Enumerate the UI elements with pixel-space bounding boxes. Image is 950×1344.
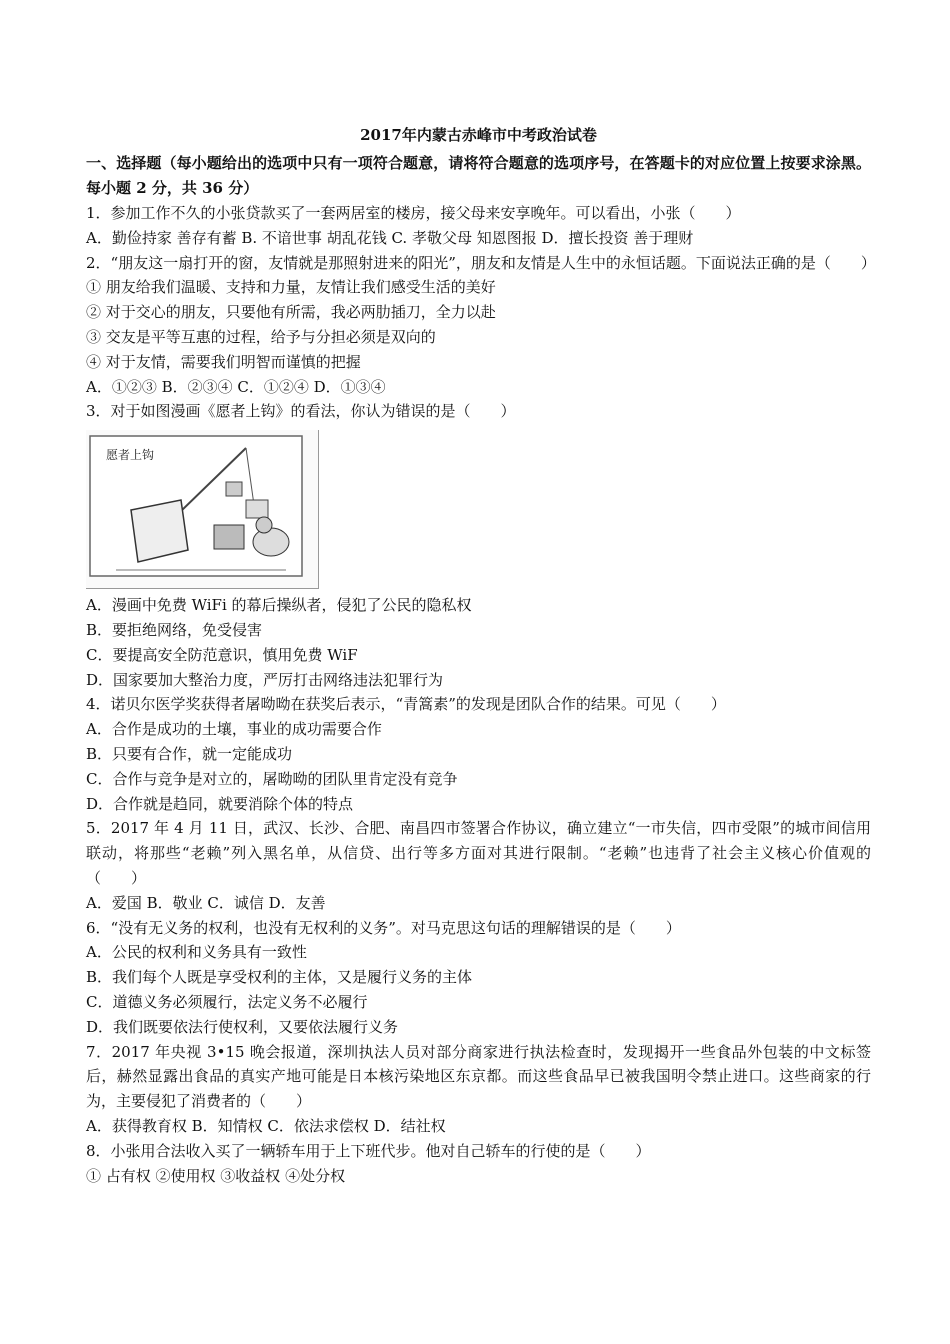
q2-stem: 2．“朋友这一扇打开的窗，友情就是那照射进来的阳光”，朋友和友情是人生中的永恒话题。下面说法正确的是（ ） (86, 253, 876, 272)
cartoon-title: 愿者上钩 (106, 448, 155, 463)
q6-option: D．我们既要依法行使权利，又要依法履行义务 (86, 1017, 399, 1036)
q1-stem: 1．参加工作不久的小张贷款买了一套两居室的楼房，接父母来安享晚年。可以看出，小张（ ） (86, 204, 741, 222)
q4-option: C．合作与竞争是对立的，屠呦呦的团队里肯定没有竞争 (86, 769, 458, 788)
section-heading: 一、选择题（每小题给出的选项中只有一项符合题意，请将符合题意的选项序号，在答题卡的对应位置上按要求涂黑。每小题 2 分，共 36 分） (86, 154, 871, 197)
q4-option: B．只要有合作，就一定能成功 (86, 744, 293, 763)
q2-item: ② 对于交心的朋友，只要他有所需，我必两肋插刀，全力以赴 (86, 303, 496, 322)
q2-item: ① 朋友给我们温暖、支持和力量，友情让我们感受生活的美好 (86, 278, 496, 297)
q7-options: A．获得教育权 B．知情权 C．依法求偿权 D．结社权 (86, 1116, 446, 1135)
q6-option: A．公民的权利和义务具有一致性 (86, 943, 307, 962)
q6-option: B．我们每个人既是享受权利的主体，又是履行义务的主体 (86, 968, 473, 987)
q2-item: ③ 交友是平等互惠的过程，给予与分担必须是双向的 (86, 327, 436, 346)
q5-stem: 5．2017 年 4 月 11 日，武汉、长沙、合肥、南昌四市签署合作协议，确立建立“一市失信，四市受限”的城市间信用联动，将那些“老赖”列入黑名单，从信贷、出行等多方面对其进行限制。“老赖”也违背了社会主义核心价值观的（ ） (86, 819, 871, 887)
page-title: 2017年内蒙古赤峰市中考政治试卷 (360, 126, 597, 144)
q5-options: A．爱国 B．敬业 C．诚信 D．友善 (86, 893, 326, 912)
q4-stem: 4．诺贝尔医学奖获得者屠呦呦在获奖后表示，“青篙素”的发现是团队合作的结果。可见（ ） (86, 695, 726, 714)
q1-options: A．勤俭持家 善存有蓄 B. 不谙世事 胡乱花钱 C. 孝敬父母 知恩图报 D．擅长投资 善于理财 (86, 228, 694, 247)
q6-option: C．道德义务必须履行，法定义务不必履行 (86, 992, 368, 1011)
q4-option: D．合作就是趋同，就要消除个体的特点 (86, 794, 354, 813)
q3-option: B．要拒绝网络，免受侵害 (86, 620, 263, 639)
q3-option: A．漫画中免费 WiFi 的幕后操纵者，侵犯了公民的隐私权 (86, 596, 472, 615)
q3-stem: 3．对于如图漫画《愿者上钩》的看法，你认为错误的是（ ） (86, 402, 516, 421)
q3-option: C．要提高安全防范意识，慎用免费 WiF (86, 645, 358, 664)
q3-option: D．国家要加大整治力度，严厉打击网络违法犯罪行为 (86, 670, 444, 689)
q8-stem: 8．小张用合法收入买了一辆轿车用于上下班代步。他对自己轿车的行使的是（ ） (86, 1141, 651, 1160)
exam-page (86, 126, 876, 1188)
q6-stem: 6．“没有无义务的权利，也没有无权利的义务”。对马克思这句话的理解错误的是（ ） (86, 918, 681, 937)
cartoon-image (86, 430, 319, 589)
q4-option: A．合作是成功的土壤，事业的成功需要合作 (86, 720, 382, 739)
q7-stem: 7．2017 年央视 3•15 晚会报道，深圳执法人员对部分商家进行执法检查时，发现揭开一些食品外包装的中文标签后，赫然显露出食品的真实产地可能是日本核污染地区东京都。而这些食品早已被我国明令禁止进口。这些商家的行为，主要侵犯了消费者的（ ） (86, 1042, 871, 1111)
q2-options: A．①②③ B．②③④ C．①②④ D．①③④ (86, 377, 386, 396)
q2-item: ④ 对于友情，需要我们明智而谨慎的把握 (86, 352, 361, 371)
q8-items: ① 占有权 ②使用权 ③收益权 ④处分权 (86, 1166, 346, 1185)
